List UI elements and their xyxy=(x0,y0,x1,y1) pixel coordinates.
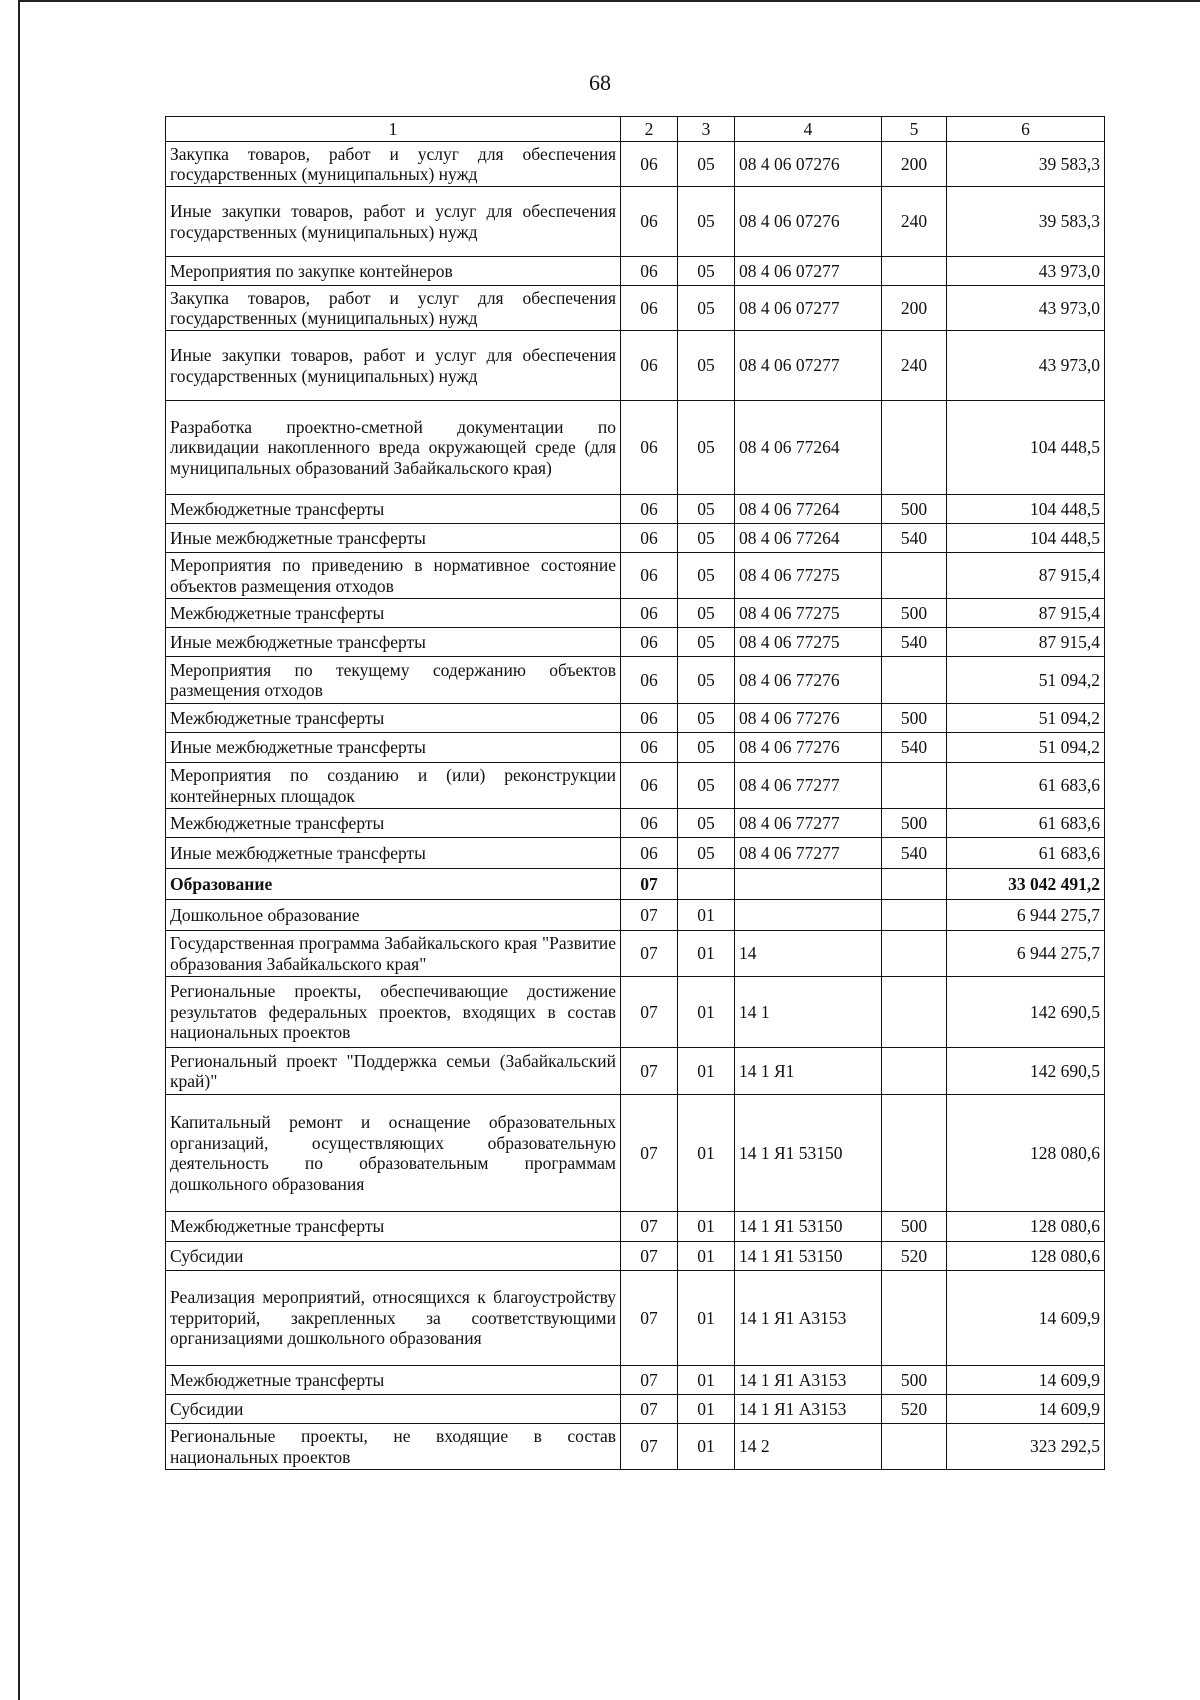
section-code-cell: 07 xyxy=(621,1271,678,1366)
amount-cell: 104 448,5 xyxy=(947,401,1105,495)
section-code-cell: 07 xyxy=(621,900,678,931)
row-name-cell: Региональные проекты, обеспечивающие достижение результатов федеральных проектов, входящих в состав национальных проектов xyxy=(166,977,621,1048)
table-row xyxy=(166,704,1105,733)
table-row xyxy=(166,142,1105,187)
subsection-code-cell: 05 xyxy=(678,142,735,187)
table-row xyxy=(166,286,1105,331)
subsection-code-cell: 05 xyxy=(678,599,735,628)
row-name-cell: Образование xyxy=(166,869,621,900)
table-row xyxy=(166,869,1105,900)
amount-cell: 43 973,0 xyxy=(947,286,1105,331)
section-code-cell: 07 xyxy=(621,1242,678,1271)
table-row xyxy=(166,1271,1105,1366)
row-name-cell: Мероприятия по текущему содержанию объектов размещения отходов xyxy=(166,657,621,704)
expense-type-cell: 240 xyxy=(882,187,947,257)
target-article-cell: 14 1 Я1 А3153 xyxy=(735,1366,882,1395)
row-name-cell: Межбюджетные трансферты xyxy=(166,704,621,733)
column-header: 2 xyxy=(621,117,678,142)
target-article-cell: 14 xyxy=(735,931,882,977)
subsection-code-cell: 01 xyxy=(678,1424,735,1470)
expense-type-cell xyxy=(882,1095,947,1212)
amount-cell: 43 973,0 xyxy=(947,257,1105,286)
table-header-row xyxy=(166,117,1105,142)
section-code-cell: 06 xyxy=(621,257,678,286)
amount-cell: 61 683,6 xyxy=(947,809,1105,838)
expense-type-cell xyxy=(882,869,947,900)
column-header: 1 xyxy=(166,117,621,142)
target-article-cell xyxy=(735,869,882,900)
section-code-cell: 07 xyxy=(621,977,678,1048)
row-name-cell: Закупка товаров, работ и услуг для обеспечения государственных (муниципальных) нужд xyxy=(166,142,621,187)
section-code-cell: 06 xyxy=(621,838,678,869)
expense-type-cell: 540 xyxy=(882,733,947,763)
table-row xyxy=(166,1095,1105,1212)
row-name-cell: Иные закупки товаров, работ и услуг для обеспечения государственных (муниципальных) нужд xyxy=(166,187,621,257)
amount-cell: 323 292,5 xyxy=(947,1424,1105,1470)
table-row xyxy=(166,1424,1105,1470)
section-code-cell: 07 xyxy=(621,1048,678,1095)
row-name-cell: Государственная программа Забайкальского края "Развитие образования Забайкальского края" xyxy=(166,931,621,977)
subsection-code-cell: 01 xyxy=(678,1095,735,1212)
row-name-cell: Мероприятия по созданию и (или) реконструкции контейнерных площадок xyxy=(166,763,621,809)
section-code-cell: 07 xyxy=(621,1095,678,1212)
table-row xyxy=(166,1366,1105,1395)
subsection-code-cell: 05 xyxy=(678,524,735,553)
target-article-cell: 08 4 06 77264 xyxy=(735,524,882,553)
row-name-cell: Реализация мероприятий, относящихся к благоустройству территорий, закрепленных за соответствующими организациями дошкольного образования xyxy=(166,1271,621,1366)
target-article-cell: 14 1 Я1 53150 xyxy=(735,1095,882,1212)
table-row xyxy=(166,809,1105,838)
scan-edge xyxy=(18,0,1200,2)
table-row xyxy=(166,524,1105,553)
amount-cell: 61 683,6 xyxy=(947,763,1105,809)
table-row xyxy=(166,628,1105,657)
target-article-cell: 08 4 06 77276 xyxy=(735,704,882,733)
target-article-cell: 14 1 Я1 53150 xyxy=(735,1242,882,1271)
subsection-code-cell: 01 xyxy=(678,1242,735,1271)
subsection-code-cell: 01 xyxy=(678,1048,735,1095)
target-article-cell: 08 4 06 77276 xyxy=(735,657,882,704)
table-row xyxy=(166,1395,1105,1424)
subsection-code-cell: 01 xyxy=(678,931,735,977)
expense-type-cell: 200 xyxy=(882,142,947,187)
table-row xyxy=(166,838,1105,869)
expense-type-cell: 540 xyxy=(882,838,947,869)
subsection-code-cell: 05 xyxy=(678,401,735,495)
amount-cell: 87 915,4 xyxy=(947,553,1105,599)
target-article-cell: 14 1 Я1 А3153 xyxy=(735,1395,882,1424)
subsection-code-cell: 05 xyxy=(678,187,735,257)
section-code-cell: 06 xyxy=(621,187,678,257)
amount-cell: 104 448,5 xyxy=(947,495,1105,524)
table-row xyxy=(166,257,1105,286)
expense-type-cell xyxy=(882,1424,947,1470)
subsection-code-cell: 01 xyxy=(678,1395,735,1424)
target-article-cell: 08 4 06 77264 xyxy=(735,401,882,495)
section-code-cell: 06 xyxy=(621,286,678,331)
target-article-cell: 14 2 xyxy=(735,1424,882,1470)
target-article-cell: 08 4 06 77264 xyxy=(735,495,882,524)
row-name-cell: Межбюджетные трансферты xyxy=(166,1366,621,1395)
expense-type-cell xyxy=(882,977,947,1048)
subsection-code-cell: 05 xyxy=(678,495,735,524)
subsection-code-cell: 05 xyxy=(678,331,735,401)
row-name-cell: Межбюджетные трансферты xyxy=(166,809,621,838)
table-row xyxy=(166,1242,1105,1271)
target-article-cell: 14 1 xyxy=(735,977,882,1048)
amount-cell: 14 609,9 xyxy=(947,1366,1105,1395)
section-code-cell: 07 xyxy=(621,1366,678,1395)
target-article-cell: 08 4 06 07277 xyxy=(735,331,882,401)
expense-type-cell xyxy=(882,657,947,704)
table-row xyxy=(166,401,1105,495)
subsection-code-cell: 01 xyxy=(678,1366,735,1395)
expense-type-cell: 520 xyxy=(882,1242,947,1271)
target-article-cell: 08 4 06 07276 xyxy=(735,187,882,257)
target-article-cell: 08 4 06 07277 xyxy=(735,286,882,331)
row-name-cell: Закупка товаров, работ и услуг для обеспечения государственных (муниципальных) нужд xyxy=(166,286,621,331)
section-code-cell: 06 xyxy=(621,628,678,657)
row-name-cell: Иные межбюджетные трансферты xyxy=(166,628,621,657)
expense-type-cell xyxy=(882,401,947,495)
section-code-cell: 06 xyxy=(621,763,678,809)
table-row xyxy=(166,931,1105,977)
expense-type-cell: 240 xyxy=(882,331,947,401)
scan-edge xyxy=(18,0,20,1700)
target-article-cell: 08 4 06 77275 xyxy=(735,553,882,599)
page-number: 68 xyxy=(589,70,611,95)
row-name-cell: Межбюджетные трансферты xyxy=(166,599,621,628)
table-body xyxy=(166,142,1105,1470)
subsection-code-cell xyxy=(678,869,735,900)
expense-type-cell xyxy=(882,763,947,809)
column-header: 5 xyxy=(882,117,947,142)
row-name-cell: Иные межбюджетные трансферты xyxy=(166,733,621,763)
section-code-cell: 06 xyxy=(621,495,678,524)
target-article-cell: 08 4 06 07276 xyxy=(735,142,882,187)
table-row xyxy=(166,187,1105,257)
table-row xyxy=(166,495,1105,524)
section-code-cell: 06 xyxy=(621,599,678,628)
expense-type-cell xyxy=(882,257,947,286)
expense-type-cell: 500 xyxy=(882,599,947,628)
target-article-cell: 14 1 Я1 xyxy=(735,1048,882,1095)
expense-type-cell: 200 xyxy=(882,286,947,331)
target-article-cell: 08 4 06 77275 xyxy=(735,599,882,628)
column-header: 4 xyxy=(735,117,882,142)
row-name-cell: Региональный проект "Поддержка семьи (Забайкальский край)" xyxy=(166,1048,621,1095)
row-name-cell: Иные межбюджетные трансферты xyxy=(166,838,621,869)
table-row xyxy=(166,331,1105,401)
section-code-cell: 06 xyxy=(621,809,678,838)
amount-cell: 142 690,5 xyxy=(947,977,1105,1048)
expense-type-cell: 540 xyxy=(882,524,947,553)
section-code-cell: 06 xyxy=(621,657,678,704)
column-header: 3 xyxy=(678,117,735,142)
subsection-code-cell: 05 xyxy=(678,628,735,657)
row-name-cell: Капитальный ремонт и оснащение образовательных организаций, осуществляющих образовательную деятельность по образовательным программам дошкольного образования xyxy=(166,1095,621,1212)
target-article-cell: 08 4 06 07277 xyxy=(735,257,882,286)
section-code-cell: 06 xyxy=(621,524,678,553)
row-name-cell: Мероприятия по приведению в нормативное состояние объектов размещения отходов xyxy=(166,553,621,599)
target-article-cell: 08 4 06 77276 xyxy=(735,733,882,763)
target-article-cell: 14 1 Я1 А3153 xyxy=(735,1271,882,1366)
table-row xyxy=(166,900,1105,931)
section-code-cell: 07 xyxy=(621,1212,678,1242)
amount-cell: 33 042 491,2 xyxy=(947,869,1105,900)
section-code-cell: 06 xyxy=(621,331,678,401)
expense-type-cell xyxy=(882,900,947,931)
row-name-cell: Иные межбюджетные трансферты xyxy=(166,524,621,553)
table-row xyxy=(166,599,1105,628)
amount-cell: 51 094,2 xyxy=(947,733,1105,763)
row-name-cell: Межбюджетные трансферты xyxy=(166,495,621,524)
section-code-cell: 06 xyxy=(621,733,678,763)
table-row xyxy=(166,977,1105,1048)
subsection-code-cell: 05 xyxy=(678,809,735,838)
amount-cell: 128 080,6 xyxy=(947,1212,1105,1242)
amount-cell: 128 080,6 xyxy=(947,1242,1105,1271)
subsection-code-cell: 05 xyxy=(678,286,735,331)
subsection-code-cell: 05 xyxy=(678,553,735,599)
section-code-cell: 07 xyxy=(621,869,678,900)
expense-type-cell: 500 xyxy=(882,1366,947,1395)
row-name-cell: Региональные проекты, не входящие в состав национальных проектов xyxy=(166,1424,621,1470)
section-code-cell: 07 xyxy=(621,1395,678,1424)
amount-cell: 39 583,3 xyxy=(947,142,1105,187)
amount-cell: 61 683,6 xyxy=(947,838,1105,869)
target-article-cell: 08 4 06 77277 xyxy=(735,763,882,809)
expense-type-cell xyxy=(882,553,947,599)
amount-cell: 87 915,4 xyxy=(947,628,1105,657)
section-code-cell: 07 xyxy=(621,931,678,977)
expense-type-cell: 520 xyxy=(882,1395,947,1424)
subsection-code-cell: 05 xyxy=(678,257,735,286)
table-row xyxy=(166,553,1105,599)
row-name-cell: Межбюджетные трансферты xyxy=(166,1212,621,1242)
amount-cell: 43 973,0 xyxy=(947,331,1105,401)
amount-cell: 6 944 275,7 xyxy=(947,931,1105,977)
subsection-code-cell: 05 xyxy=(678,657,735,704)
section-code-cell: 06 xyxy=(621,142,678,187)
subsection-code-cell: 05 xyxy=(678,763,735,809)
expense-type-cell: 500 xyxy=(882,495,947,524)
table-row xyxy=(166,1212,1105,1242)
amount-cell: 14 609,9 xyxy=(947,1271,1105,1366)
expense-type-cell xyxy=(882,1048,947,1095)
amount-cell: 104 448,5 xyxy=(947,524,1105,553)
budget-table xyxy=(165,116,1105,1470)
row-name-cell: Субсидии xyxy=(166,1242,621,1271)
subsection-code-cell: 05 xyxy=(678,838,735,869)
row-name-cell: Мероприятия по закупке контейнеров xyxy=(166,257,621,286)
amount-cell: 39 583,3 xyxy=(947,187,1105,257)
row-name-cell: Субсидии xyxy=(166,1395,621,1424)
section-code-cell: 06 xyxy=(621,553,678,599)
table-row xyxy=(166,657,1105,704)
target-article-cell: 08 4 06 77277 xyxy=(735,838,882,869)
subsection-code-cell: 01 xyxy=(678,1271,735,1366)
table-row xyxy=(166,1048,1105,1095)
target-article-cell: 14 1 Я1 53150 xyxy=(735,1212,882,1242)
amount-cell: 6 944 275,7 xyxy=(947,900,1105,931)
table-row xyxy=(166,733,1105,763)
expense-type-cell: 500 xyxy=(882,704,947,733)
amount-cell: 14 609,9 xyxy=(947,1395,1105,1424)
target-article-cell xyxy=(735,900,882,931)
subsection-code-cell: 01 xyxy=(678,900,735,931)
target-article-cell: 08 4 06 77277 xyxy=(735,809,882,838)
subsection-code-cell: 01 xyxy=(678,1212,735,1242)
expense-type-cell xyxy=(882,1271,947,1366)
row-name-cell: Иные закупки товаров, работ и услуг для обеспечения государственных (муниципальных) нужд xyxy=(166,331,621,401)
table-row xyxy=(166,763,1105,809)
subsection-code-cell: 05 xyxy=(678,704,735,733)
amount-cell: 87 915,4 xyxy=(947,599,1105,628)
row-name-cell: Дошкольное образование xyxy=(166,900,621,931)
row-name-cell: Разработка проектно-сметной документации по ликвидации накопленного вреда окружающей среде (для муниципальных образований Забайкальского края) xyxy=(166,401,621,495)
target-article-cell: 08 4 06 77275 xyxy=(735,628,882,657)
amount-cell: 51 094,2 xyxy=(947,657,1105,704)
section-code-cell: 07 xyxy=(621,1424,678,1470)
subsection-code-cell: 01 xyxy=(678,977,735,1048)
section-code-cell: 06 xyxy=(621,401,678,495)
column-header: 6 xyxy=(947,117,1105,142)
amount-cell: 51 094,2 xyxy=(947,704,1105,733)
amount-cell: 128 080,6 xyxy=(947,1095,1105,1212)
expense-type-cell: 540 xyxy=(882,628,947,657)
section-code-cell: 06 xyxy=(621,704,678,733)
amount-cell: 142 690,5 xyxy=(947,1048,1105,1095)
subsection-code-cell: 05 xyxy=(678,733,735,763)
expense-type-cell: 500 xyxy=(882,809,947,838)
expense-type-cell xyxy=(882,931,947,977)
expense-type-cell: 500 xyxy=(882,1212,947,1242)
